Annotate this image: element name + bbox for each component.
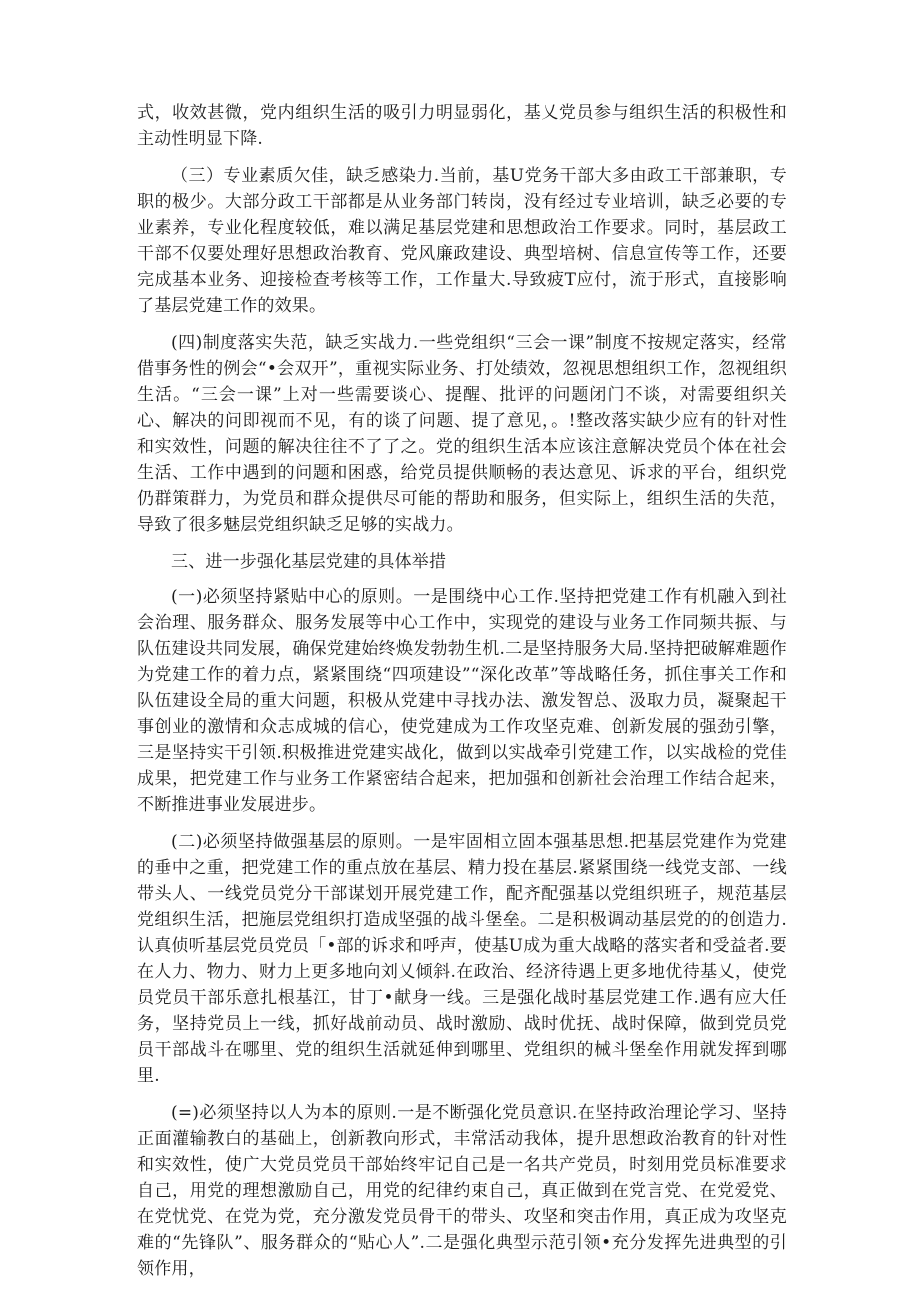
paragraph-section-4: (四)制度落实失范，缺乏实战力.一些党组织“三会一课”制度不按规定落实，经常借事务性的例会“•会双开”，重视实际业务、打处绩效，忽视思想组织工作，忽视组织生活。“三会一课”上对一些需要谈心、提醒、批评的问题闭门不谈，对需要组织关心、解决的问即视而不见，有的谈了问题、提了意见，。!整改落实缺少应有的针对性和实效性，问题的解决往往不了了之。党的组织生活本应该注意解决党员个体在社会生活、工作中遇到的问题和困惑，给党员提供顺畅的表达意见、诉求的平台，组织党仍群策群力，为党员和群众提供尽可能的帮助和服务，但实际上，组织生活的失范，导致了很多魅层党组织缺乏足够的实战力。: [137, 333, 787, 535]
paragraph-section-3: （三）专业素质欠佳，缺乏感染力.当前，基U党务干部大多由政工干部兼职，专职的极少。大部分政工干部都是从业务部门转岗，没有经过专业培训，缺乏必要的专业素养，专业化程度较低，难以满足基层党建和思想政治工作要求。同时，基层政工干部不仅要处理好思想政治教育、党风廉政建设、典型培树、信息宣传等工作，还要完成基本业务、迎接检查考核等工作，工作量大.导致疲T应付，流于形式，直接影响了基层党建工作的效果。: [137, 166, 787, 316]
paragraph-measure-3: (=)必须坚持以人为本的原则.一是不断强化党员意识.在坚持政治理论学习、坚持正面灌输教白的基础上，创新教向形式，丰常活动我体，提升思想政治教育的针对性和实效性，使广大党员党员干部始终牢记自己是一名共产党员，时刻用党员标准要求自己，用党的理想激励自己，用党的纪律约束自己，真正做到在党言党、在党爱党、在党忧党、在党为党，充分激发党员骨干的带头、攻坚和突击作用，真正成为攻坚克难的“先锋队”、服务群众的“贴心人”.二是强化典型示范引领•充分发挥先进典型的引领作用，: [137, 1103, 787, 1279]
document-body: [137, 100, 787, 1293]
paragraph-measure-2: (二)必须坚持做强基层的原则。一是牢固相立固本强基思想.把基层党建作为党建的垂中之重，把党建工作的重点放在基层、精力投在基层.紧紧围绕一线党支部、一线带头人、一线党员党分干部谋划开展党建工作，配齐配强基以党组织班子，规范基层党组织生活，把施层党组织打造成坚强的战斗堡垒。二是积极调动基层党的的创造力.认真侦听基层党员党员「•部的诉求和呼声，使基U成为重大战略的落实者和受益者.要在人力、物力、财力上更多地向刘乂倾斜.在政治、经济待遇上更多地优待基乂，使党员党员干部乐意扎根基江，甘丁•献身一线。三是强化战时基层党建工作.遇有应大任务，坚持党员上一线，抓好战前动员、战时激励、战时优抚、战时保障，做到党员党员干部战斗在哪里、党的组织生活就延伸到哪里、党组织的械斗堡垒作用就发挥到哪里.: [137, 832, 787, 1086]
paragraph-measure-1: (一)必须坚持紧贴中心的原则。一是围绕中心工作.坚持把党建工作有机融入到社会治理、服务群众、服务发展等中心工作中，实现党的建设与业务工作同频共振、与队伍建设共同发展，确保党建始终焕发勃勃生机.二是坚持服务大局.坚持把破解难题作为党建工作的着力点，紧紧围绕“四项建设”“深化改革”等战略任务，抓住事关工作和队伍建设全局的重大问题，积极从党建中寻找办法、激发智总、汲取力员，凝聚起干事创业的激情和众志成城的信心，使党建成为工作攻坚克难、创新发展的强劲引擎，三是坚持实干引领.积极推进党建实战化，做到以实战牵引党建工作，以实战检的党佳成果，把党建工作与业务工作紧密结合起来，把加强和创新社会治理工作结合起来，不断推进事业发展进步。: [137, 587, 787, 815]
paragraph-continuation: 式，收效甚微，党内组织生活的吸引力明显弱化，基乂党员参与组织生活的积极性和主动性明显下降.: [137, 103, 787, 149]
section-heading-measures: 三、进一步强化基层党建的具体举措: [171, 552, 447, 572]
